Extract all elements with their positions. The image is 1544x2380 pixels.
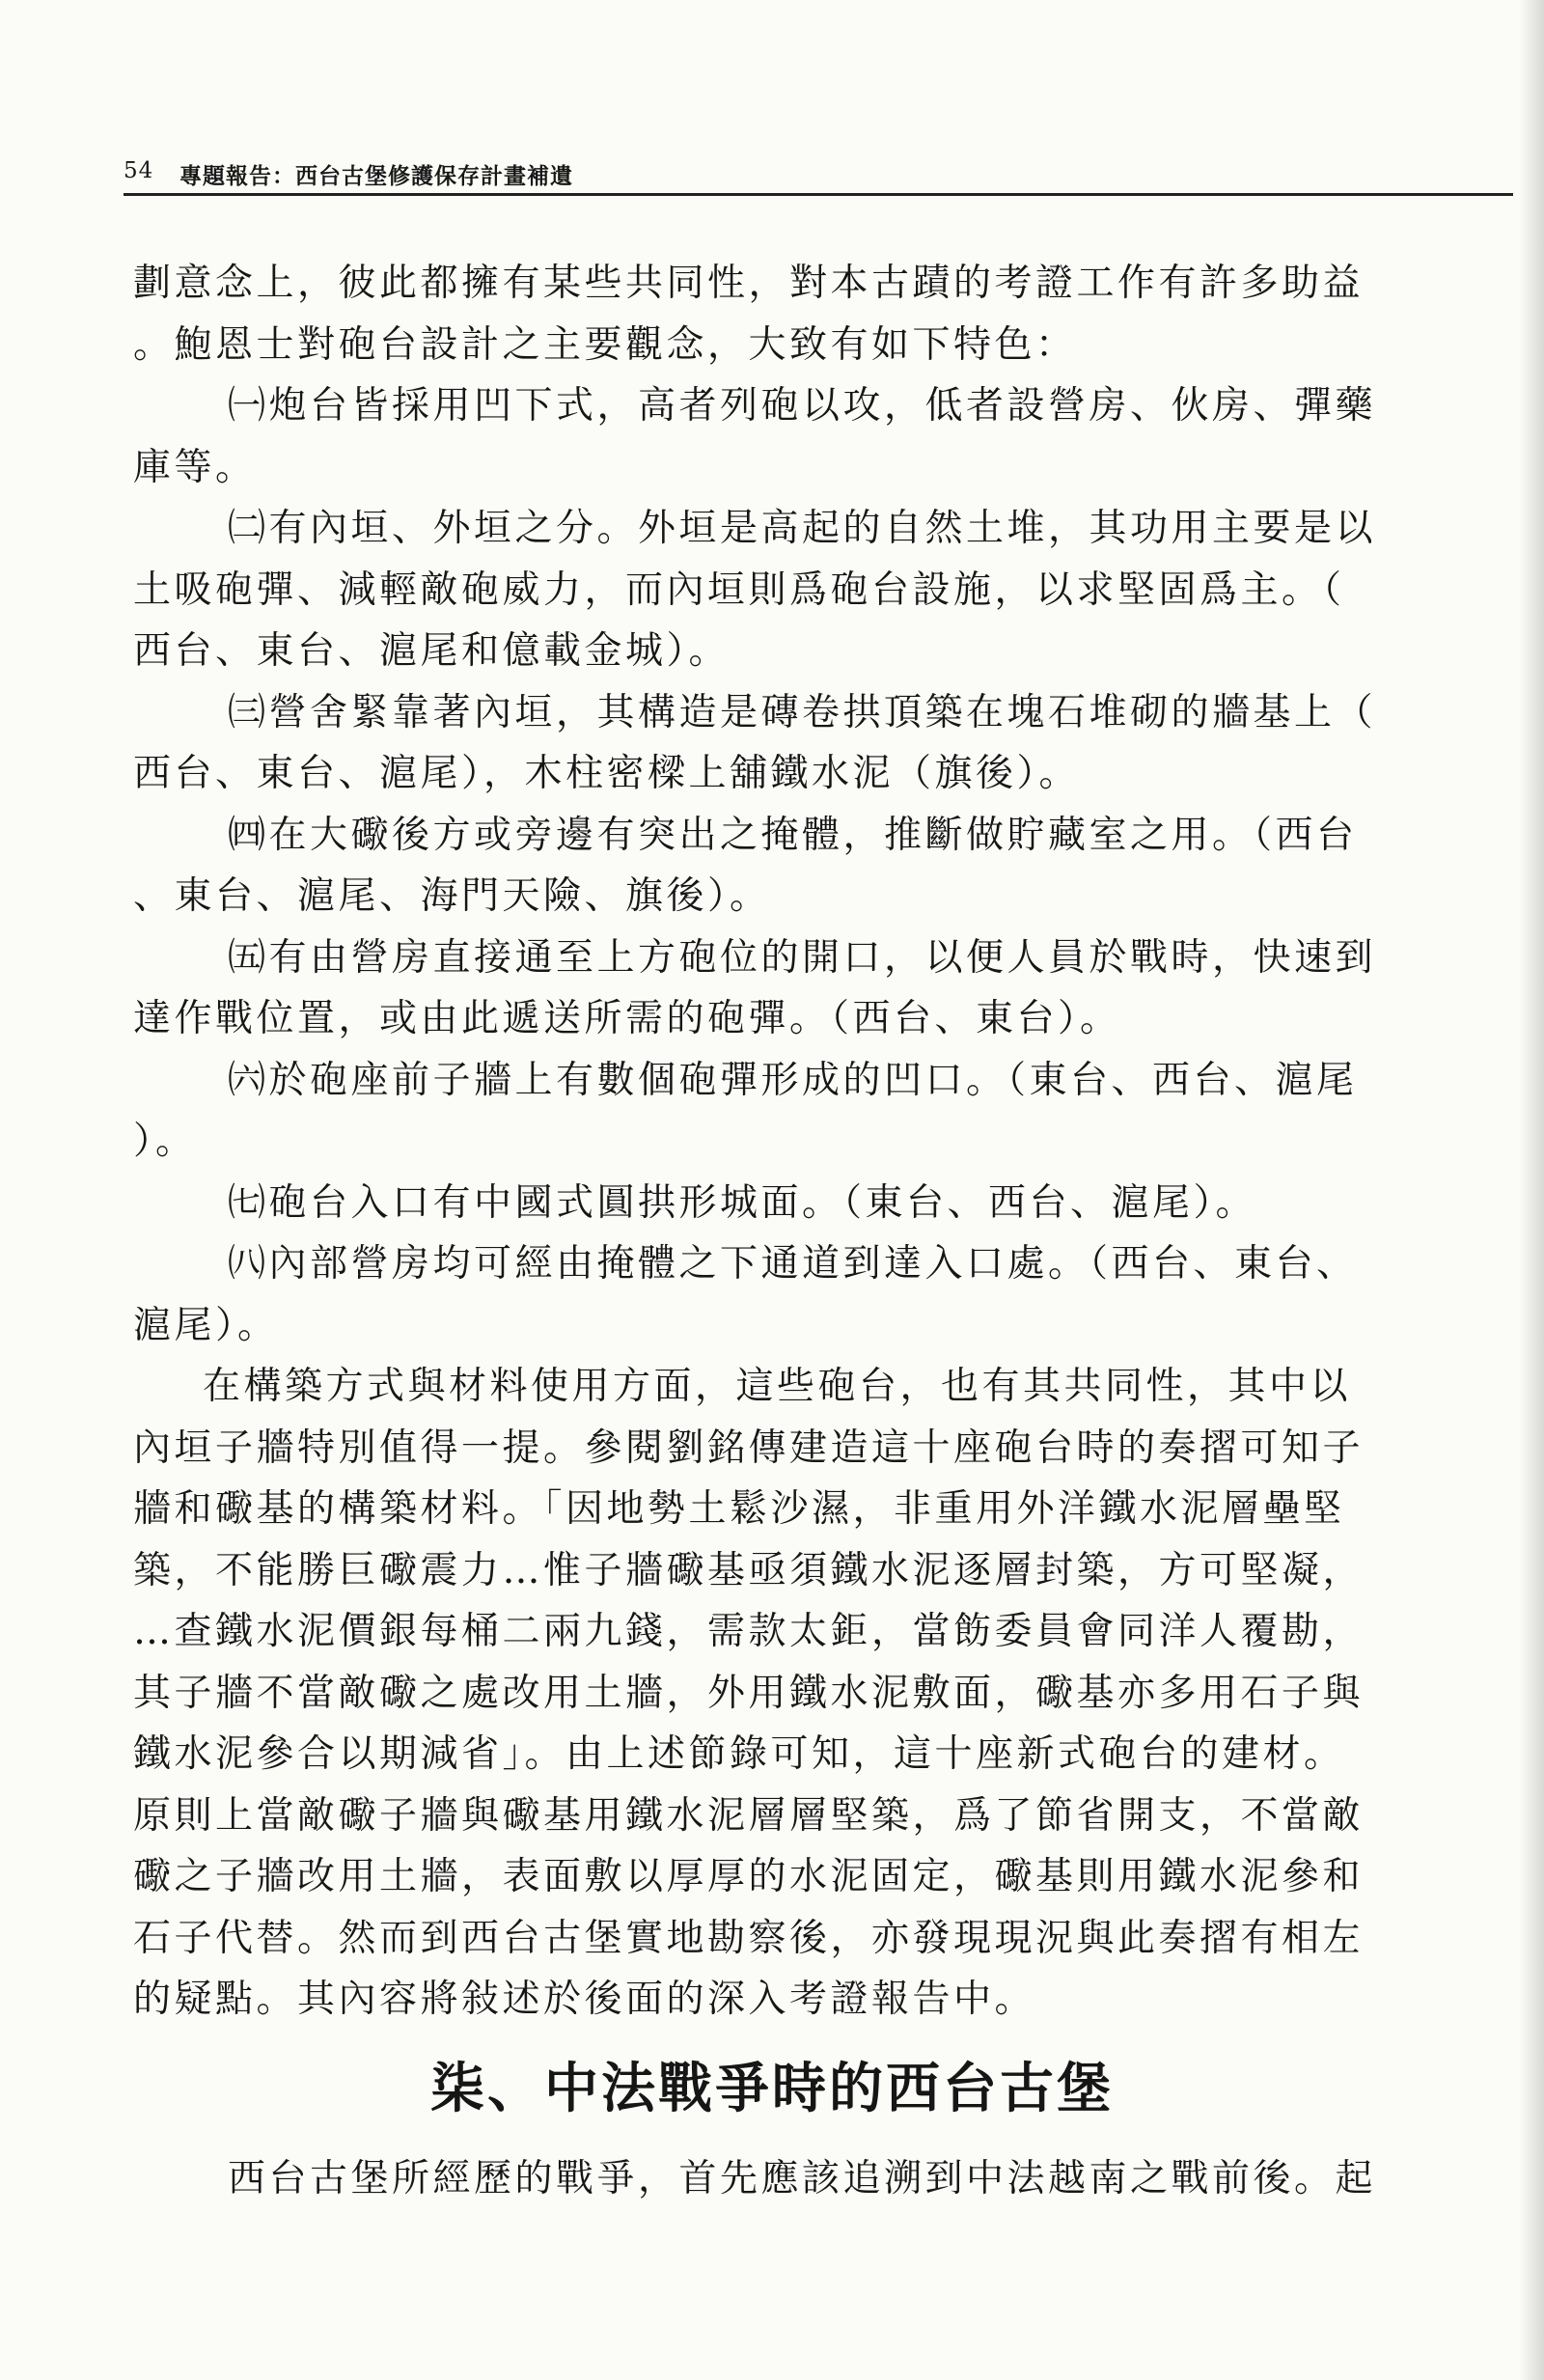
text-line: 西台古堡所經歷的戰爭，首先應該追溯到中法越南之戰前後。起 [228, 2157, 1377, 2200]
list-item-5: ㈤有由營房直接通至上方砲位的開口，以便人員於戰時，快速到 [228, 935, 1377, 980]
text-line: 。鮑恩士對砲台設計之主要觀念，大致有如下特色： [133, 322, 1077, 367]
text-line: 石子代替。然而到西台古堡實地勘察後，亦發現現況與此奏摺有相左 [133, 1916, 1365, 1960]
text-line: 達作戰位置，或由此遞送所需的砲彈。（西台、東台）。 [133, 997, 1121, 1040]
text-line: 原則上當敵礮子牆與礮基用鐵水泥層層堅築，爲了節省開支，不當敵 [133, 1793, 1365, 1838]
text-line: 築，不能勝巨礮震力…惟子牆礮基亟須鐵水泥逐層封築，方可堅凝， [133, 1548, 1365, 1592]
list-item-2: ㈡有內垣、外垣之分。外垣是高起的自然土堆，其功用主要是以 [228, 507, 1377, 550]
text-line: 西台、東台、滬尾和億載金城）。 [133, 629, 731, 673]
list-item-7: ㈦砲台入口有中國式圓拱形城面。（東台、西台、滬尾）。 [228, 1180, 1257, 1225]
section-heading: 柒、中法戰爭時的西台古堡 [430, 2058, 1114, 2120]
text-line: 內垣子牆特別值得一提。參閱劉銘傳建造這十座砲台時的奏摺可知子 [133, 1425, 1365, 1470]
text-line: 劃意念上，彼此都擁有某些共同性，對本古蹟的考證工作有許多助益 [133, 262, 1365, 305]
list-item-6: ㈥於砲座前子牆上有數個砲彈形成的凹口。（東台、西台、滬尾 [228, 1058, 1358, 1102]
text-line: ）。 [133, 1120, 197, 1163]
list-item-4: ㈣在大礮後方或旁邊有突出之掩體，推斷做貯藏室之用。（西台 [228, 813, 1358, 857]
text-line: 其子牆不當敵礮之處改用土牆，外用鐵水泥敷面，礮基亦多用石子與 [133, 1671, 1365, 1715]
running-title: 專題報告：西台古堡修護保存計畫補遺 [179, 163, 573, 189]
list-item-8: ㈧內部營房均可經由掩體之下通道到達入口處。（西台、東台、 [228, 1242, 1358, 1286]
text-line: 西台、東台、滬尾），木柱密樑上舖鐵水泥（旗後）。 [133, 752, 1081, 795]
text-line: 的疑點。其內容將敍述於後面的深入考證報告中。 [133, 1978, 1036, 2021]
scan-edge-shadow [1519, 0, 1544, 2380]
text-line: 土吸砲彈、減輕敵砲威力，而內垣則爲砲台設施，以求堅固爲主。（ [133, 567, 1345, 612]
text-line: 牆和礮基的構築材料。「因地勢土鬆沙濕，非重用外洋鐵水泥層壘堅 [133, 1487, 1345, 1531]
text-line: …查鐵水泥價銀每桶二兩九錢，需款太鉅，當飭委員會同洋人覆勘， [133, 1610, 1365, 1653]
paragraph-start: 在構築方式與材料使用方面，這些砲台，也有其共同性，其中以 [203, 1365, 1352, 1408]
list-item-3: ㈢營舍緊靠著內垣，其構造是磚卷拱頂築在塊石堆砌的牆基上（ [228, 690, 1377, 734]
text-line: 庫等。 [133, 445, 257, 489]
list-item-1: ㈠炮台皆採用凹下式，高者列砲以攻，低者設營房、伙房、彈藥 [228, 384, 1377, 428]
running-header [124, 154, 1513, 196]
text-line: 滬尾）。 [133, 1303, 279, 1347]
text-line: 、東台、滬尾、海門天險、旗後）。 [133, 874, 771, 918]
final-paragraph [133, 2148, 1496, 2210]
page-number: 54 [124, 158, 154, 183]
text-line: 礮之子牆改用土牆，表面敷以厚厚的水泥固定，礮基則用鐵水泥參和 [133, 1855, 1365, 1898]
body-text [133, 253, 1496, 2031]
text-line: 鐵水泥參合以期減省」。由上述節錄可知，這十座新式砲台的建材。 [133, 1732, 1345, 1776]
